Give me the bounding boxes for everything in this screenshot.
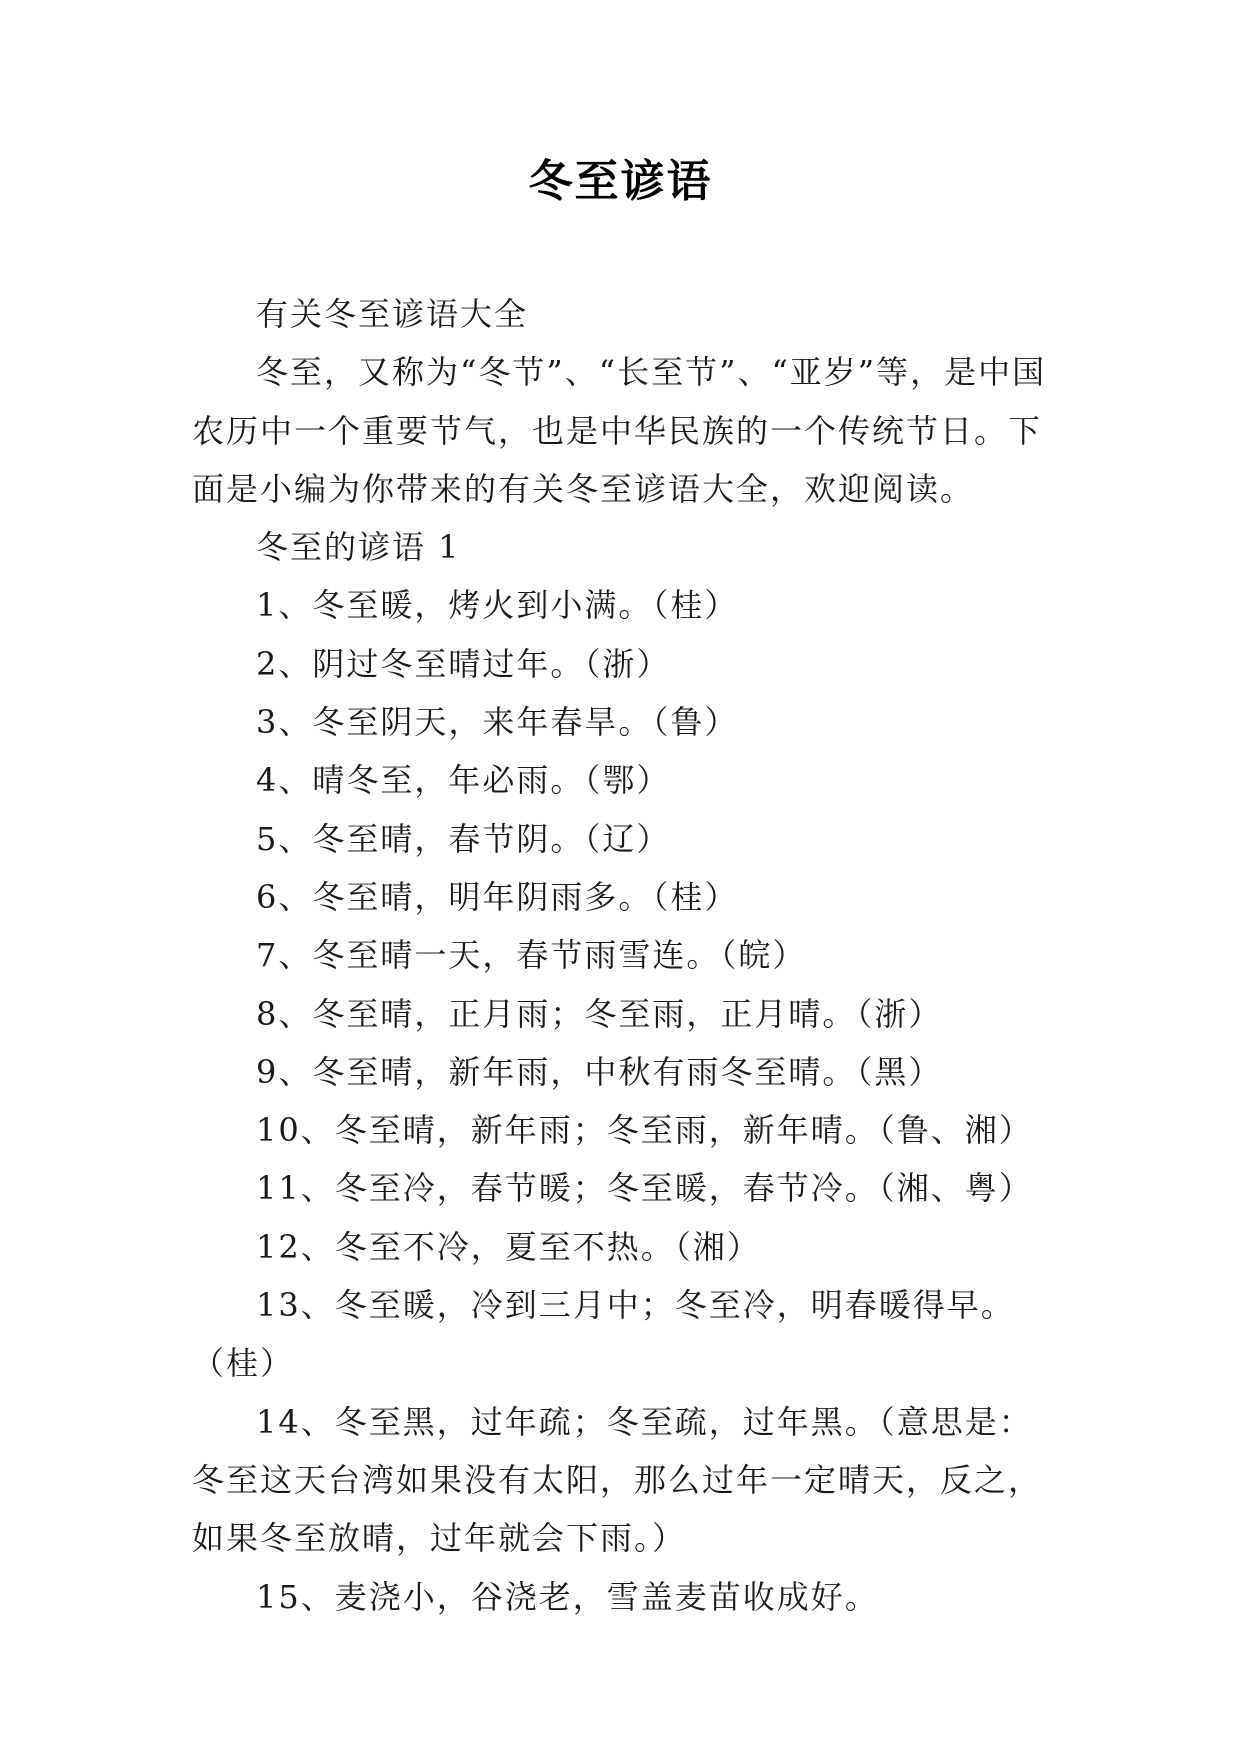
proverb-item: 4、晴冬至，年必雨。（鄂） xyxy=(256,761,671,800)
proverb-item: 6、冬至晴，明年阴雨多。（桂） xyxy=(256,877,739,916)
document-body xyxy=(192,285,1062,1626)
proverb-item: 5、冬至晴，春节阴。（辽） xyxy=(256,819,671,858)
document-title: 冬至谚语 xyxy=(528,156,713,207)
section-heading: 冬至的谚语 1 xyxy=(256,528,461,567)
intro-paragraph: 冬至，又称为“冬节”、“长至节”、“亚岁”等，是中国农历中一个重要节气，也是中华民族的一个传统节日。下面是小编为你带来的有关冬至谚语大全，欢迎阅读。 xyxy=(192,353,1047,508)
proverb-item: 10、冬至晴，新年雨；冬至雨，新年晴。（鲁、湘） xyxy=(256,1111,1033,1150)
proverb-item: 8、冬至晴，正月雨；冬至雨，正月晴。（浙） xyxy=(256,994,943,1033)
proverb-item: 7、冬至晴一天，春节雨雪连。（皖） xyxy=(256,936,807,975)
proverb-item: 12、冬至不冷，夏至不热。（湘） xyxy=(256,1227,761,1266)
proverb-item: 11、冬至冷，春节暖；冬至暖，春节冷。（湘、粤） xyxy=(256,1169,1033,1208)
subtitle-paragraph: 有关冬至谚语大全 xyxy=(256,295,529,333)
proverb-item: 13、冬至暖，冷到三月中；冬至冷，明春暖得早。（桂） xyxy=(192,1286,1015,1383)
proverb-item: 2、阴过冬至晴过年。（浙） xyxy=(256,644,671,683)
proverb-item: 3、冬至阴天，来年春旱。（鲁） xyxy=(256,703,739,742)
proverb-item: 9、冬至晴，新年雨，中秋有雨冬至晴。（黑） xyxy=(256,1052,943,1091)
proverb-item: 14、冬至黑，过年疏；冬至疏，过年黑。（意思是：冬至这天台湾如果没有太阳，那么过年一定晴天，反之，如果冬至放晴，过年就会下雨。） xyxy=(192,1402,1043,1558)
proverb-item: 1、冬至暖，烤火到小满。（桂） xyxy=(256,586,739,625)
proverb-item: 15、麦浇小，谷浇老，雪盖麦苗收成好。 xyxy=(256,1577,879,1616)
